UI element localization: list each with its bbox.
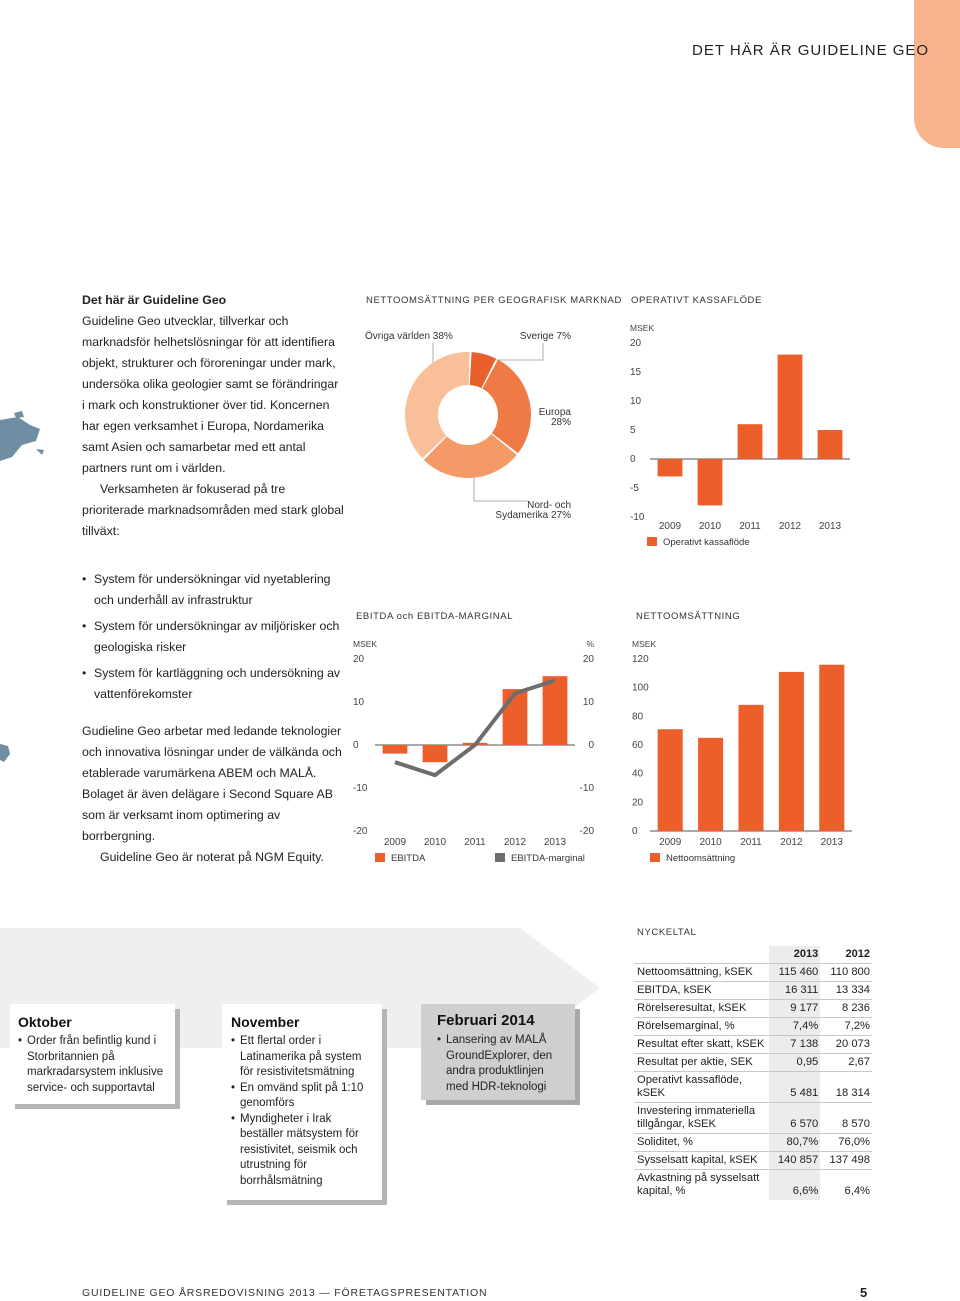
value-2012: 6,4% [820, 1170, 872, 1201]
timeline-card-title: November [231, 1014, 300, 1030]
table-row [634, 964, 872, 982]
value-2012: 137 498 [820, 1152, 872, 1170]
geographic-pie-chart [350, 315, 600, 545]
x-tick-label: 2012 [780, 837, 803, 848]
market-areas-list [82, 569, 344, 710]
timeline-card-title: Oktober [18, 1014, 72, 1030]
value-2013: 6 570 [769, 1103, 821, 1134]
pie-label-ovriga: Övriga världen 38% [365, 331, 453, 342]
value-2013: 7,4% [769, 1018, 821, 1036]
value-2012: 76,0% [820, 1134, 872, 1152]
timeline-card-februari [421, 1004, 575, 1100]
list-item: • En omvänd split på 1:10 genomförs [231, 1081, 376, 1112]
bar-2010 [698, 459, 723, 505]
row-label: Soliditet, % [634, 1134, 769, 1152]
legend-label: EBITDA-marginal [511, 853, 585, 864]
list-item: • Ett flertal order i Latinamerika på system för resistivitetsmätning [231, 1034, 376, 1081]
table-row [634, 1018, 872, 1036]
column-header-2012: 2012 [845, 948, 870, 960]
table-row [634, 1054, 872, 1072]
y-tick-label: 5 [630, 425, 636, 436]
y-tick-label: 15 [630, 367, 642, 378]
value-2013: 80,7% [769, 1134, 821, 1152]
page-number: 5 [860, 1285, 868, 1300]
legend-label: Operativt kassaflöde [663, 537, 750, 548]
table-row [634, 1134, 872, 1152]
y-tick-right-label: 10 [582, 697, 594, 708]
x-tick-label: 2012 [503, 837, 527, 848]
revenue-chart-title: NETTOOMSÄTTNING [636, 611, 741, 622]
value-2012: 18 314 [820, 1072, 872, 1103]
key-figures-table [634, 946, 872, 1200]
intro-paragraph-2: Verksamheten är fokuserad på tre prioriterade marknadsområden med stark global tillväxt: [82, 482, 344, 538]
row-label: Rörelseresultat, kSEK [634, 1000, 769, 1018]
column-header-2013: 2013 [769, 946, 821, 964]
pie-label-sverige: Sverige 7% [519, 331, 571, 342]
x-tick-label: 2009 [658, 521, 682, 532]
row-label: Sysselsatt kapital, kSEK [634, 1152, 769, 1170]
y-unit-label: MSEK [632, 639, 657, 649]
pie-label-europa-name: Europa [538, 407, 571, 418]
x-tick-label: 2009 [659, 837, 682, 848]
y-unit-label: MSEK [353, 639, 378, 649]
value-2013: 7 138 [769, 1036, 821, 1054]
value-2012: 110 800 [820, 964, 872, 982]
intro-paragraph-4: Guideline Geo är noterat på NGM Equity. [100, 850, 324, 864]
value-2013: 5 481 [769, 1072, 821, 1103]
table-header-row [634, 946, 872, 964]
table-row [634, 1036, 872, 1054]
world-map-fragment-2 [0, 740, 14, 766]
bar-2009 [658, 459, 683, 476]
bar-2009 [658, 729, 683, 831]
y-tick-label: 0 [632, 826, 638, 837]
x-tick-label: 2011 [464, 837, 486, 848]
table-row [634, 1103, 872, 1134]
y-tick-right-label: -20 [579, 826, 594, 837]
x-tick-label: 2013 [818, 521, 842, 532]
legend-label: Nettoomsättning [666, 853, 736, 864]
table-row [634, 1000, 872, 1018]
bar-2012 [503, 689, 528, 745]
x-tick-label: 2013 [820, 837, 843, 848]
pie-label-europa-pct: 28% [550, 417, 571, 428]
row-label: Resultat per aktie, SEK [634, 1054, 769, 1072]
bar-2013 [819, 665, 844, 831]
list-item: • System för kartläggning och undersökning av vattenförekomster [82, 663, 344, 705]
value-2012: 13 334 [820, 982, 872, 1000]
list-item: • Lansering av MALÅ GroundExplorer, den andra produktlinjen med HDR-teknologi [437, 1033, 567, 1095]
row-label: Nettoomsättning, kSEK [634, 964, 769, 982]
timeline-card-oktober [10, 1004, 175, 1104]
page-header-title: DET HÄR ÄR GUIDELINE GEO [692, 42, 930, 59]
intro-paragraph-1: Guideline Geo utvecklar, tillverkar och marknadsför helhetslösningar för att identifiera objekt, strukturer och föroreningar under mark, undersöka olika geologier samt se förändringar i mark och konstruktioner över tid. Koncernen har egen verksamhet i Europa, Nordamerika samt Asien och samarbetar med ett antal partners runt om i världen. [82, 314, 339, 475]
legend-label: EBITDA [391, 853, 426, 864]
legend-swatch [650, 853, 660, 862]
bar-2010 [698, 738, 723, 831]
bar-2011 [738, 705, 763, 831]
value-2013: 0,95 [769, 1054, 821, 1072]
bar-2012 [779, 672, 804, 831]
legend-swatch [495, 853, 505, 862]
ebitda-chart-title: EBITDA och EBITDA-MARGINAL [356, 611, 514, 622]
x-tick-label: 2011 [740, 837, 762, 848]
y-tick-label: 60 [632, 740, 644, 751]
ebitda-bar-line-chart [345, 632, 605, 867]
y-tick-label: 120 [632, 654, 649, 665]
table-row [634, 982, 872, 1000]
intro-block [82, 290, 344, 542]
value-2013: 6,6% [769, 1170, 821, 1201]
y-tick-label: -10 [353, 783, 368, 794]
pie-slice-3 [405, 352, 469, 458]
value-2012: 8 236 [820, 1000, 872, 1018]
y-tick-label: -10 [630, 512, 645, 523]
revenue-bar-chart [620, 632, 860, 867]
y-tick-label: -20 [353, 826, 368, 837]
row-label: EBITDA, kSEK [634, 982, 769, 1000]
value-2012: 8 570 [820, 1103, 872, 1134]
bar-2011 [738, 424, 763, 459]
line-ebitda-marginal [395, 681, 555, 776]
x-tick-label: 2010 [699, 837, 722, 848]
y-tick-label: -5 [630, 483, 639, 494]
world-map-fragment [0, 405, 50, 475]
x-tick-label: 2013 [543, 837, 567, 848]
y-tick-label: 0 [630, 454, 636, 465]
pie-slices [405, 352, 531, 478]
value-2012: 7,2% [820, 1018, 872, 1036]
value-2012: 20 073 [820, 1036, 872, 1054]
bar-2009 [383, 745, 408, 754]
cashflow-chart-title: OPERATIVT KASSAFLÖDE [631, 295, 762, 306]
timeline-card-title: Februari 2014 [437, 1012, 535, 1029]
value-2013: 140 857 [769, 1152, 821, 1170]
value-2013: 16 311 [769, 982, 821, 1000]
pie-chart-title: NETTOOMSÄTTNING PER GEOGRAFISK MARKNAD [366, 295, 622, 306]
orange-corner-tab [914, 0, 960, 148]
y-tick-label: 80 [632, 711, 644, 723]
y-tick-label: 20 [630, 338, 642, 349]
x-tick-label: 2010 [698, 521, 722, 532]
y-tick-label: 20 [632, 797, 644, 809]
bar-2012 [778, 355, 803, 459]
key-figures-title: NYCKELTAL [637, 927, 697, 938]
value-2013: 115 460 [769, 964, 821, 982]
legend-swatch [647, 537, 657, 546]
x-tick-label: 2011 [739, 521, 761, 532]
y-tick-right-label: 20 [582, 654, 594, 665]
row-label: Operativt kassaflöde, kSEK [634, 1072, 769, 1103]
y-tick-label: 10 [353, 697, 365, 708]
y-tick-label: 10 [630, 396, 642, 407]
y-unit-right-label: % [586, 639, 594, 649]
timeline-card-november [222, 1004, 382, 1200]
y-tick-label: 40 [632, 768, 644, 780]
row-label: Resultat efter skatt, kSEK [634, 1036, 769, 1054]
x-tick-label: 2010 [423, 837, 447, 848]
intro-block-2 [82, 721, 344, 868]
list-item: • System för undersökningar vid nyetablering och underhåll av infrastruktur [82, 569, 344, 611]
y-unit-label: MSEK [630, 323, 655, 333]
legend-swatch [375, 853, 385, 862]
row-label: Avkastning på sysselsatt kapital, % [634, 1170, 769, 1201]
table-row [634, 1170, 872, 1201]
value-2012: 2,67 [820, 1054, 872, 1072]
cashflow-bar-chart [620, 318, 860, 553]
row-label: Investering immateriella tillgångar, kSEK [634, 1103, 769, 1134]
list-item: • System för undersökningar av miljörisker och geologiska risker [82, 616, 344, 658]
intro-heading: Det här är Guideline Geo [82, 293, 227, 307]
value-2013: 9 177 [769, 1000, 821, 1018]
intro-paragraph-3: Gudieline Geo arbetar med ledande teknologier och innovativa lösningar under de välkända och etablerade varumärkena ABEM och MALÅ. Bolaget är även delägare i Second Square AB som är verksamt inom optimering av borrbergning. [82, 724, 342, 843]
list-item: • Order från befintlig kund i Storbritannien på markradarsystem inklusive service- och supportavtal [18, 1034, 175, 1096]
y-tick-label: 20 [353, 654, 365, 665]
x-tick-label: 2009 [383, 837, 407, 848]
pie-label-amerika-pct: Sydamerika 27% [495, 510, 571, 521]
bar-2013 [543, 676, 568, 745]
list-item: • Myndigheter i Irak beställer mätsystem för resistivitet, seismik och utrustning för borrhålsmätning [231, 1112, 376, 1190]
table-row [634, 1072, 872, 1103]
footer-text: GUIDELINE GEO ÅRSREDOVISNING 2013 — FÖRETAGSPRESENTATION [82, 1287, 488, 1299]
row-label: Rörelsemarginal, % [634, 1018, 769, 1036]
y-tick-label: 100 [632, 682, 649, 694]
y-tick-right-label: 0 [588, 740, 594, 751]
x-tick-label: 2012 [778, 521, 802, 532]
bar-2010 [423, 745, 448, 762]
y-tick-right-label: -10 [579, 783, 594, 794]
y-tick-label: 0 [353, 740, 359, 751]
table-row [634, 1152, 872, 1170]
bar-2013 [818, 430, 843, 459]
pie-label-amerika-name: Nord- och [527, 500, 571, 511]
